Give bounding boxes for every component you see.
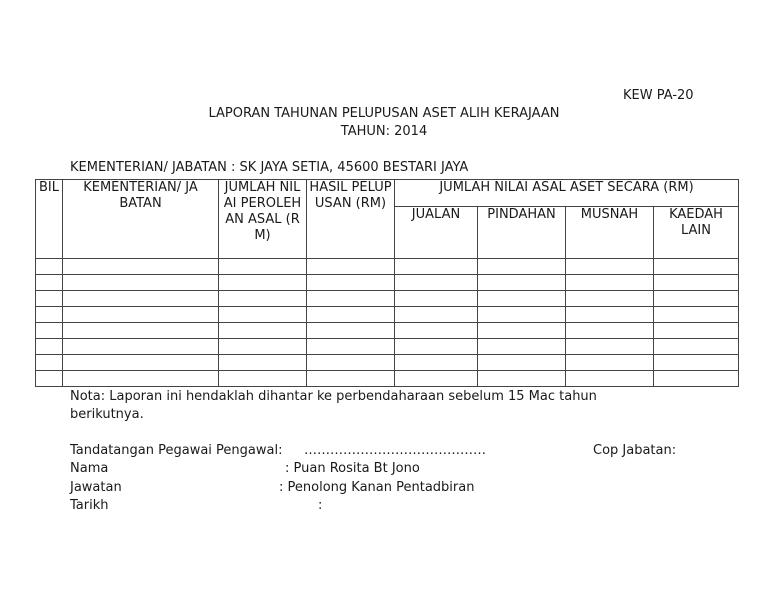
jawatan-label: Jawatan — [70, 480, 122, 495]
table-row — [36, 259, 739, 275]
table-row — [36, 307, 739, 323]
table-row — [36, 323, 739, 339]
table-row — [36, 355, 739, 371]
cop-jabatan-label: Cop Jabatan: — [593, 443, 677, 458]
signature-label: Tandatangan Pegawai Pengawal: — [70, 443, 283, 458]
nama-label: Nama — [70, 461, 109, 476]
nama-value: : Puan Rosita Bt Jono — [285, 461, 420, 476]
table-row — [36, 275, 739, 291]
tarikh-label: Tarikh — [70, 498, 109, 513]
signature-line: …………………………………… — [304, 443, 486, 458]
report-title: LAPORAN TAHUNAN PELUPUSAN ASET ALIH KERAJAAN — [208, 106, 560, 121]
report-note: Nota: Laporan ini hendaklah dihantar ke perbendaharaan sebelum 15 Mac tahun berikutnya. — [70, 389, 597, 422]
asset-disposal-table — [35, 179, 739, 387]
table-row — [36, 291, 739, 307]
header-jumlah-nilai: JUMLAH NILAI PEROLEHAN ASAL (RM) — [219, 180, 307, 259]
jawatan-value: : Penolong Kanan Pentadbiran — [279, 480, 475, 495]
header-hasil-pelupusan: HASIL PELUPUSAN (RM) — [307, 180, 395, 259]
table-row — [36, 339, 739, 355]
header-musnah: MUSNAH — [566, 206, 654, 258]
table-row — [36, 371, 739, 387]
header-pindahan: PINDAHAN — [478, 206, 566, 258]
header-group-jumlah-nilai-asal: JUMLAH NILAI ASAL ASET SECARA (RM) — [395, 180, 739, 207]
report-year: TAHUN: 2014 — [340, 124, 428, 139]
header-jualan: JUALAN — [395, 206, 478, 258]
ministry-line: KEMENTERIAN/ JABATAN : SK JAYA SETIA, 45600 BESTARI JAYA — [70, 160, 469, 175]
header-kementerian: KEMENTERIAN/ JABATAN — [63, 180, 219, 259]
header-bil: BIL — [36, 180, 63, 259]
tarikh-value: : — [318, 498, 323, 513]
form-code: KEW PA-20 — [623, 88, 694, 103]
header-kaedah-lain: KAEDAH LAIN — [654, 206, 739, 258]
